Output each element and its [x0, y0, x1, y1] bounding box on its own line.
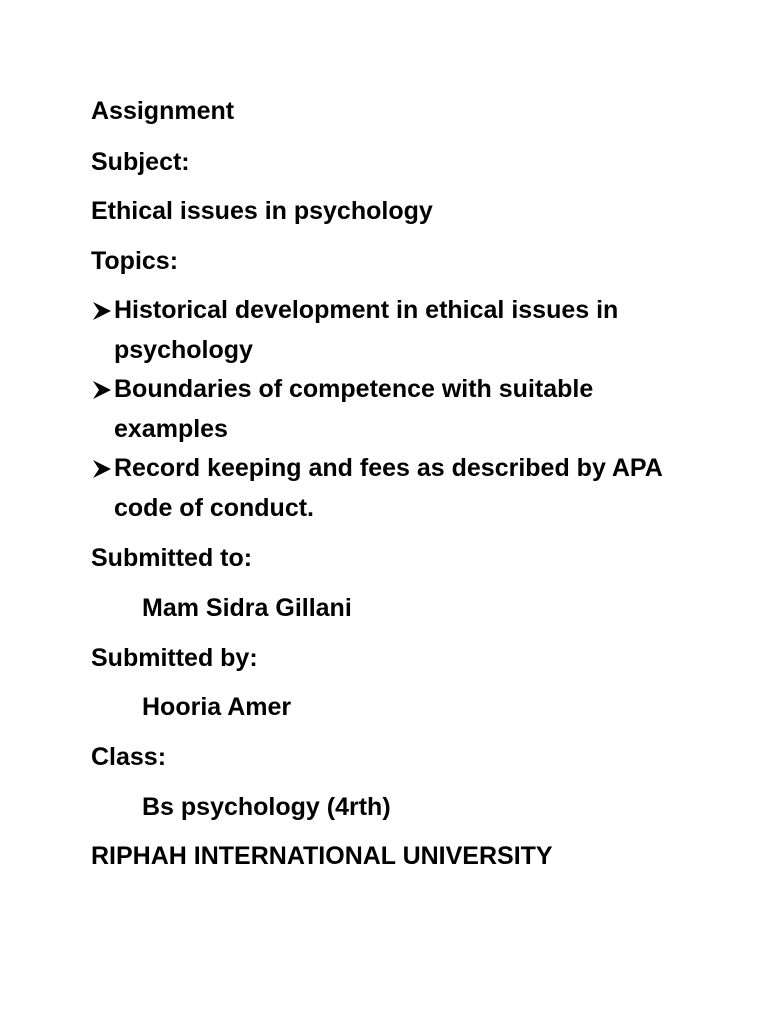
topic-item-text: Boundaries of competence with suitable examples [114, 375, 594, 443]
subject-label: Subject: [91, 148, 190, 176]
topic-item [91, 291, 681, 370]
topics-label: Topics: [91, 247, 179, 275]
class-value: Bs psychology (4rth) [142, 793, 391, 821]
assignment-title: Assignment [91, 97, 235, 125]
submitted-by-value: Hooria Amer [142, 693, 292, 721]
submitted-to-label: Submitted to: [91, 544, 253, 572]
subject-value: Ethical issues in psychology [91, 197, 433, 225]
university-name: RIPHAH INTERNATIONAL UNIVERSITY [91, 842, 553, 870]
arrowhead-bullet-icon [91, 449, 113, 489]
topic-item [91, 449, 681, 528]
topic-item [91, 370, 681, 449]
topic-item-text: Historical development in ethical issues in psychology [114, 296, 619, 364]
submitted-to-value: Mam Sidra Gillani [142, 594, 352, 622]
arrowhead-bullet-icon [91, 291, 113, 331]
arrowhead-bullet-icon [91, 370, 113, 410]
submitted-by-label: Submitted by: [91, 644, 258, 672]
topic-item-text: Record keeping and fees as described by APA code of conduct. [114, 454, 662, 522]
class-label: Class: [91, 743, 167, 771]
